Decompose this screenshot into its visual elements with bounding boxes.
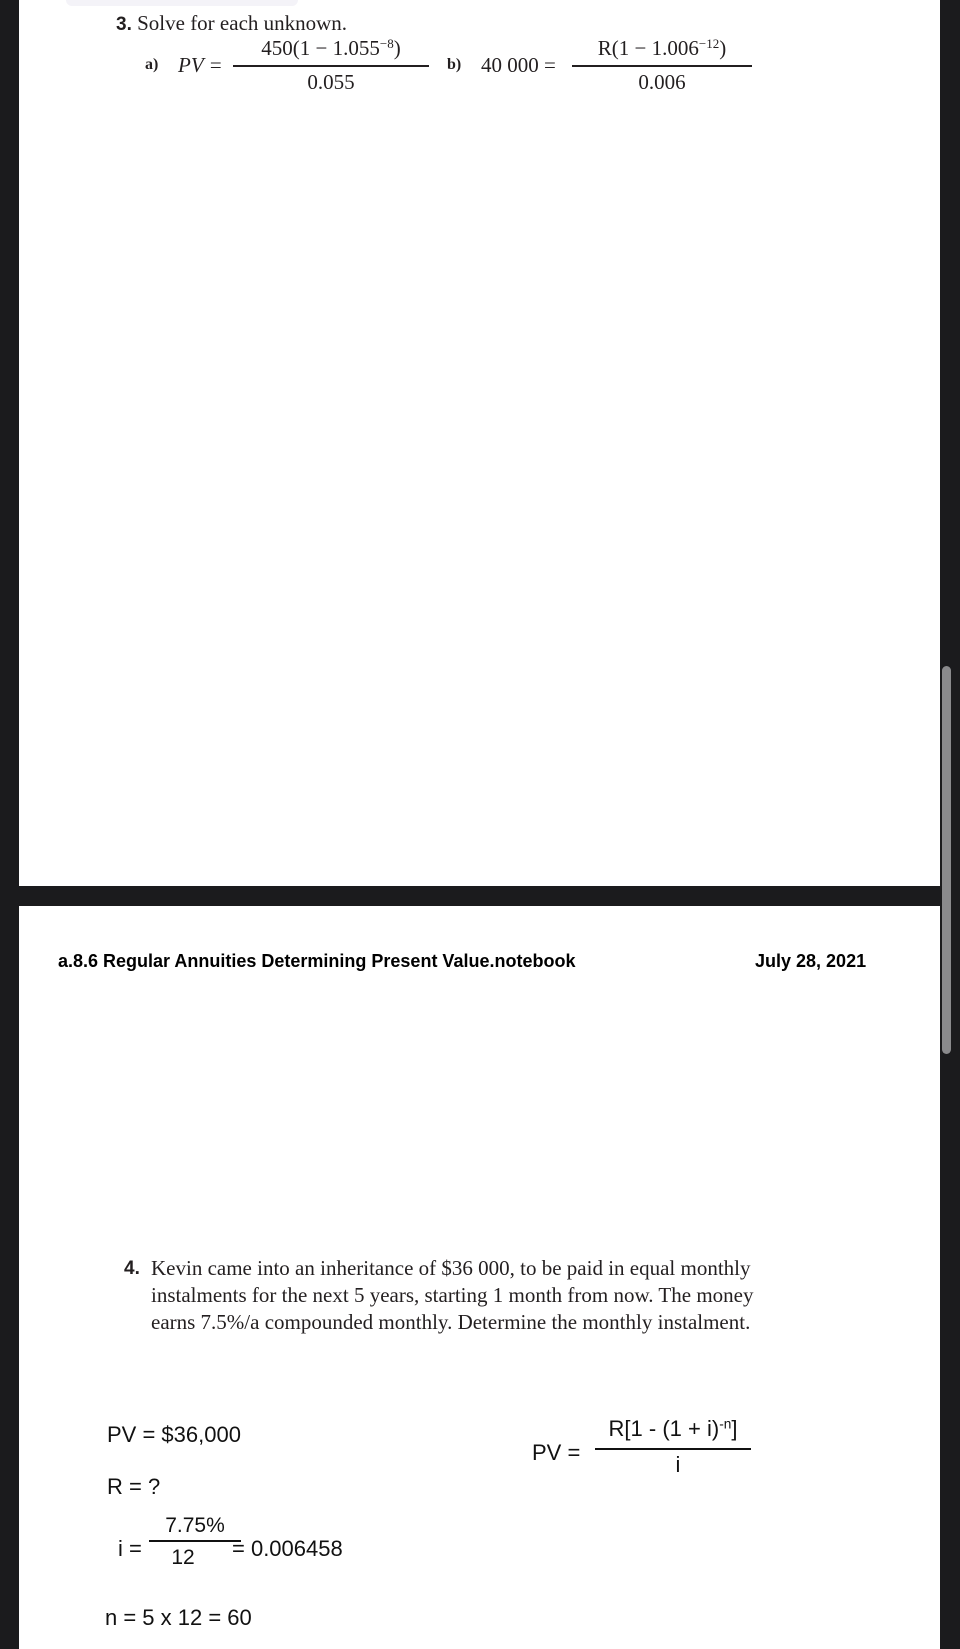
problem-4	[124, 1255, 771, 1336]
pv-formula-fraction	[595, 1416, 751, 1478]
i-result: = 0.006458	[232, 1536, 343, 1561]
r-unknown: R = ?	[107, 1474, 161, 1499]
notebook-date: July 28, 2021	[755, 951, 867, 971]
formula-numerator: $R[1 - (1 + i)^{-n}]$	[608, 1416, 738, 1441]
part-b-fraction	[572, 36, 752, 95]
part-b-lhs: 40 000 =	[481, 53, 556, 77]
problem-3-prompt-text: Solve for each unknown.	[137, 11, 348, 35]
part-b-numerator: $R(1 - 1.006^{-12})$	[597, 35, 727, 60]
i-fraction	[149, 1514, 241, 1570]
problem-3-prompt	[116, 11, 347, 36]
part-a-lhs: PV =	[178, 53, 223, 77]
part-b-denominator: 0.006	[638, 69, 686, 94]
i-numerator: 7.75%	[165, 1514, 225, 1537]
scrollbar-thumb[interactable]	[942, 666, 951, 1054]
formula-lhs: PV =	[532, 1440, 581, 1465]
problem-4-text: Kevin came into an inheritance of $36 000, to be paid in equal monthly instalments for the next 5 years, starting 1 month from now. The money earns 7.5%/a compounded monthly. Determine the monthly instalment.	[151, 1256, 754, 1334]
i-lhs: i =	[118, 1536, 142, 1561]
notebook-page-1	[19, 0, 940, 886]
part-b-label: b)	[447, 56, 462, 73]
part-a-label: a)	[145, 56, 159, 73]
pv-given: PV = $36,000	[107, 1422, 241, 1447]
formula-denominator: i	[675, 1451, 681, 1477]
part-a-denominator: 0.055	[307, 69, 355, 94]
part-a-numerator: $450(1 - 1.055^{-8})$	[261, 35, 401, 60]
i-denominator: 12	[171, 1545, 195, 1569]
page-top-tab	[66, 0, 298, 6]
n-calc: n = 5 x 12 = 60	[105, 1605, 252, 1630]
notebook-filename: a.8.6 Regular Annuities Determining Present Value.notebook	[58, 951, 576, 971]
problem-3-number: 3.	[116, 14, 132, 35]
part-a-fraction	[233, 36, 429, 95]
notebook-page-2	[19, 906, 940, 1649]
problem-4-number: 4.	[124, 1258, 140, 1279]
